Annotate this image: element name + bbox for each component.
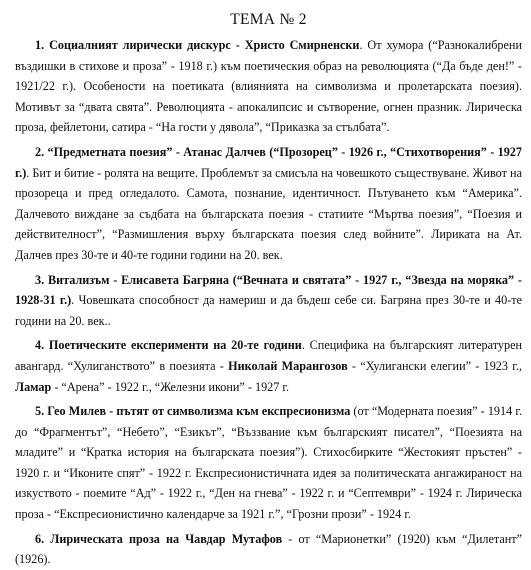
- text-run: . Специфика на българският литературен авангард. “Хулиганството” в поезията -: [15, 338, 523, 373]
- text-run: . Човешката способност да намериш и да бъдеш себе си. Багряна през 30-те и 40-те години на 20. век..: [15, 293, 522, 328]
- document-title: ТЕМА № 2: [230, 11, 307, 28]
- paragraph-1: [15, 35, 522, 138]
- paragraph-3: [15, 270, 522, 332]
- text-run: - “Арена” - 1922 г., “Железни икони” - 1927 г.: [51, 379, 290, 394]
- paragraph-5: [15, 401, 522, 525]
- bold-run: 2. “Предметната поезия” - Атанас Далчев (“Прозорец” - 1926 г., “Стихотворения” - 1927 г.): [15, 144, 522, 180]
- text-run: . От хумора (“Разнокалибрени въздишки в стихове и проза” - 1918 г.) към поетическия образ на революцията (“Да бъде ден!” - 1921/22 г.). Особености на поетиката (влиянията на символизма и пролетарската поезия). Мотивът за “двата свята”. Революцията - апокалипсис и сътворение, огнен празник. Лирическа проза, фейлетони, сатира - “На гости у дявола”, “Приказка за стълбата”.: [15, 38, 522, 135]
- bold-run: Ламар: [15, 379, 52, 394]
- paragraph-2: [15, 142, 522, 266]
- bold-run: 1. Социалният лирически дискурс - Христо Смирненски: [35, 38, 360, 52]
- bold-run: 5. Гео Милев - пътят от символизма към експресионизма: [35, 404, 351, 419]
- paragraph-4: [15, 335, 522, 397]
- text-run: (от “Модерната поезия” - 1914 г. до “Фрагментът”, “Небето”, “Езикът”, “Въззвание към българският писател”, “Поезията на младите” и “Кратка история на българската поезия”). Стихосбирките “Жестокият пръстен” - 1920 г. и “Иконите спят” - 1922 г. Експресионистичната идея за политическата ангажираност на изкуството - поемите “Ад” - 1922 г., “Ден на гнева” - 1922 г. и “Септември” - 1924 г. Лирическа проза - “Експресионистично календарче за 1921 г.”, “Грозни прози” - 1924 г.: [15, 404, 523, 522]
- bold-run: Николай Марангозов: [228, 358, 348, 373]
- paragraph-list: [15, 35, 522, 570]
- paragraph-6: [15, 529, 522, 570]
- text-run: - от “Марионетки” (1920) към “Дилетант” (1926).: [15, 531, 522, 567]
- bold-run: 3. Витализъм - Елисавета Багряна (“Вечната и святата” - 1927 г., “Звезда на моряка” - 1928-31 г.): [15, 272, 522, 308]
- text-run: - “Хулигански елегии” - 1923 г.,: [347, 358, 522, 373]
- bold-run: 6. Лирическата проза на Чавдар Мутафов: [35, 531, 283, 546]
- text-run: . Бит и битие - ролята на вещите. Проблемът за смисъла на човешкото съществуване. Живот на прозореца и пред огледалото. Самота, познание, идентичност. Пътуването към “Америка”. Далчевото виждане за съдбата на българската поезия - статиите “Мъртва поезия”, “Поезия и действителност”, “Размишления върху българската поезия след войните”. Лириката на Ат. Далчев през 30-те и 40-те години години на 20. век.: [15, 165, 522, 262]
- bold-run: 4. Поетическите експерименти на 20-те години: [35, 338, 302, 353]
